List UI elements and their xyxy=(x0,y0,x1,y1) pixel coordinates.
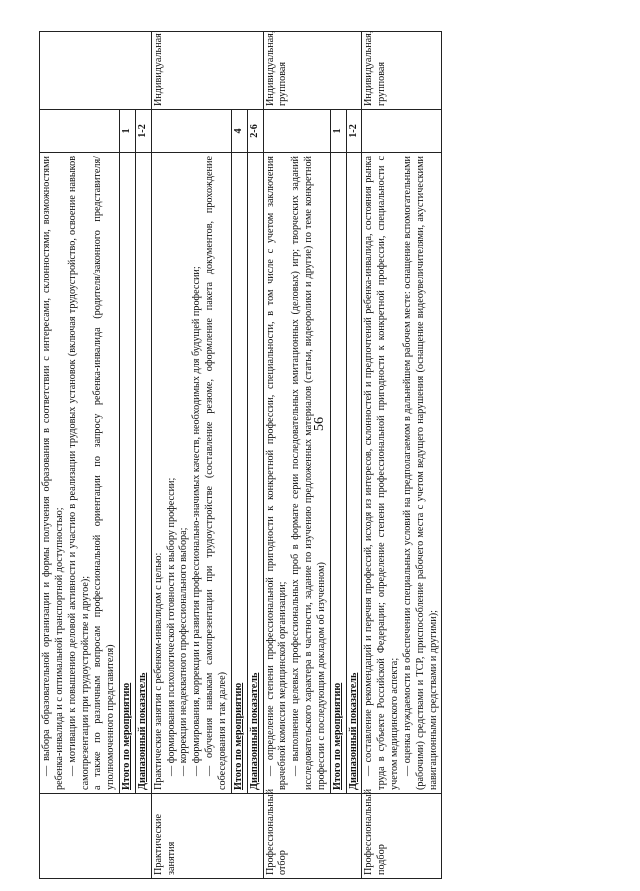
table-row-continuation xyxy=(40,32,120,879)
list-item: — оценка нуждаемости в обеспечении специальных условий на предполагаемом в дальнейшем рабочем месте: оснащение вспомогательными (рабочими) средствами и ТСР, приспособление рабочего места с учетом ведущего нарушения (оснащение видеоувеличителями, акустическими навигационными средствами и другими); xyxy=(401,156,439,790)
table-row-range xyxy=(346,32,362,879)
cell-count-empty xyxy=(263,110,330,153)
form-matching: Индивидуальная, групповая xyxy=(362,32,442,110)
range-value: 1-2 xyxy=(346,110,362,153)
table-row-total xyxy=(330,32,346,879)
total-value: 1 xyxy=(120,110,136,153)
list-item: а также по различным вопросам профессиональной ориентации по запросу ребенка-инвалида (родителя/законного представителя/уполномоченного представителя) xyxy=(92,156,117,790)
list-item: — формирования психологической готовности к выбору профессии; xyxy=(165,477,177,776)
list-item: — формирования, коррекции и развития профессионально-значимых качеств, необходимых для будущей профессии; xyxy=(191,266,203,776)
cell-count-empty xyxy=(151,110,231,153)
list-item: — определение степени профессиональной пригодности к конкретной профессии, специальности, в том числе с учетом заключения врачебной комиссии медицинской организации; xyxy=(264,156,289,790)
range-label: Диапазонный показатель xyxy=(247,153,263,794)
total-label: Итого по мероприятию xyxy=(120,153,136,794)
rotated-table-container xyxy=(39,31,609,879)
total-value: 4 xyxy=(231,110,247,153)
list-item: — коррекции неадекватного профессионального выбора; xyxy=(178,527,190,776)
measure-name-matching: Профессиональный подбор xyxy=(362,794,442,879)
list-item: — составление рекомендаций и перечня профессий, исходя из интересов, склонностей и предпочтений ребенка-инвалида, состояния рынка труда в субъекте Российской Федерации; определение степени профессиональной пригодности к конкретной профессии, специальности с учетом медицинского аспекта; xyxy=(363,156,401,790)
total-label: Итого по мероприятию xyxy=(330,153,346,794)
range-label: Диапазонный показатель xyxy=(346,153,362,794)
total-value: 1 xyxy=(330,110,346,153)
measure-name-practical: Практические занятия xyxy=(151,794,263,879)
table-row-selection xyxy=(263,32,330,879)
range-label: Диапазонный показатель xyxy=(135,153,151,794)
rehab-measures-table xyxy=(39,31,442,879)
table-row-practical xyxy=(151,32,231,879)
list-item: — мотивации к повышению деловой активности и участию в реализации трудовых установок (включая трудоустройство, освоение навыков самопрезентации при трудоустройстве и другое); xyxy=(66,156,91,790)
table-row-range xyxy=(247,32,263,879)
list-item: — выбора образовательной организации и формы получения образования в соответствии с интересами, склонностями, возможностями ребенка-инвалида и с оптимальной транспортной доступностью; xyxy=(41,156,65,790)
list-item: — выполнение целевых профессиональных проб в формате серии последовательных имитационных (деловых) игр; творческих заданий исследовательского характера в частности, задание по изучению предложенных материалов (статьи, видеоролики и другие) по теме конкретной профессии с последующим докладом об изученном) xyxy=(290,156,327,790)
cell-count-empty xyxy=(40,110,120,153)
table-row-total xyxy=(120,32,136,879)
intro-text: Практические занятия с ребенком-инвалидом с целью: xyxy=(152,552,164,790)
range-value: 2-6 xyxy=(247,110,263,153)
table-row-matching xyxy=(362,32,442,879)
cell-content xyxy=(40,153,120,794)
range-value: 1-2 xyxy=(135,110,151,153)
form-selection: Индивидуальная, групповая xyxy=(263,32,362,110)
measure-name-selection: Профессиональный отбор xyxy=(263,794,362,879)
cell-form-empty xyxy=(40,32,152,110)
total-label: Итого по мероприятию xyxy=(231,153,247,794)
cell-content xyxy=(362,153,442,794)
cell-content xyxy=(263,153,330,794)
form-practical: Индивидуальная xyxy=(151,32,263,110)
table-row-range xyxy=(135,32,151,879)
table-row-total xyxy=(231,32,247,879)
page-number-text: 56 xyxy=(312,417,327,431)
cell-measure-name-empty xyxy=(40,794,152,879)
cell-count-empty xyxy=(362,110,442,153)
cell-content xyxy=(151,153,231,794)
list-item: — обучения навыкам самопрезентации при трудоустройстве (составление резюме, оформление пакета документов, прохождение собеседования и так далее) xyxy=(204,156,228,790)
